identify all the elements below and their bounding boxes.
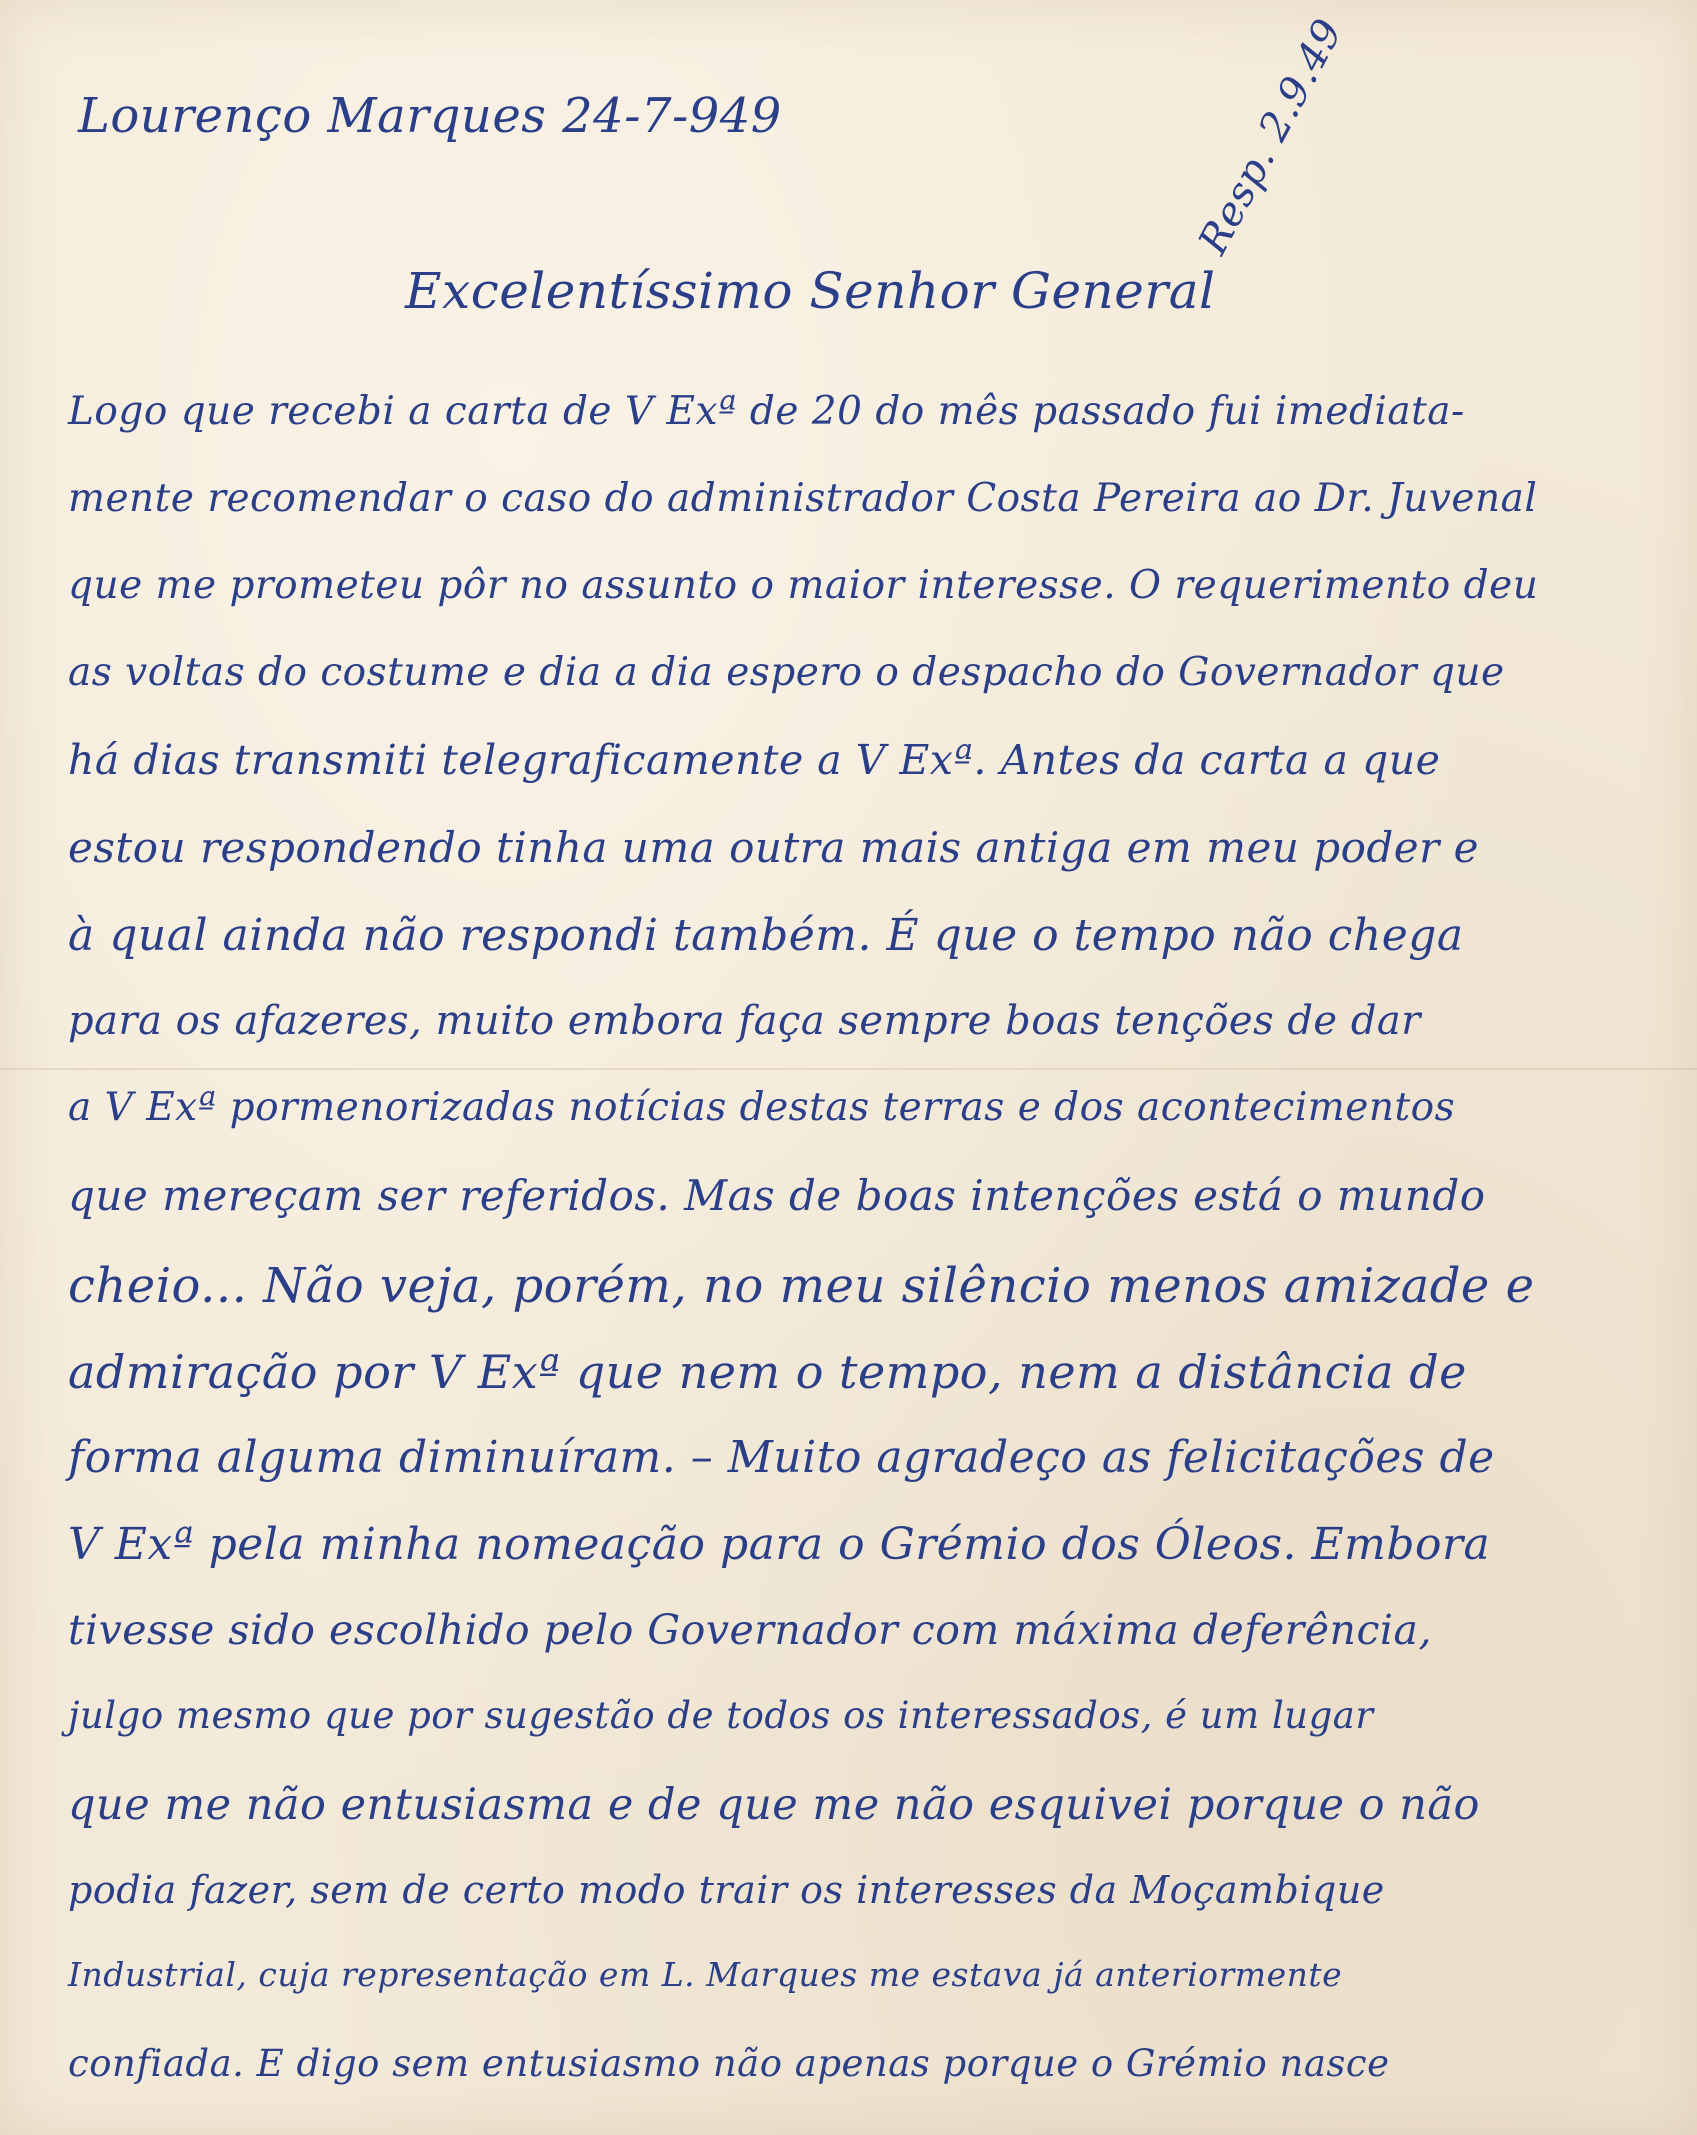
letter-line: cheio... Não veja, porém, no meu silêncio menos amizade e: [68, 1258, 1535, 1314]
letter-line: há dias transmiti telegraficamente a V Exª. Antes da carta a que: [68, 736, 1441, 784]
letter-line: julgo mesmo que por sugestão de todos os interessados, é um lugar: [68, 1694, 1374, 1737]
reply-note: Resp. 2.9.49: [1190, 11, 1353, 262]
letter-line: que me prometeu pôr no assunto o maior interesse. O requerimento deu: [68, 563, 1539, 608]
letter-line: que mereçam ser referidos. Mas de boas intenções está o mundo: [68, 1171, 1486, 1220]
salutation: Excelentíssimo Senhor General: [405, 262, 1216, 320]
letter-line: para os afazeres, muito embora faça sempre boas tenções de dar: [68, 998, 1421, 1044]
letter-line: Logo que recebi a carta de V Exª de 20 do mês passado fui imediata-: [68, 389, 1465, 434]
letter-line: Industrial, cuja representação em L. Marques me estava já anteriormente: [68, 1955, 1343, 1994]
letter-line: admiração por V Exª que nem o tempo, nem a distância de: [68, 1345, 1467, 1399]
letter-line: estou respondendo tinha uma outra mais antiga em meu poder e: [68, 823, 1479, 872]
letter-line: V Exª pela minha nomeação para o Grémio dos Óleos. Embora: [68, 1519, 1491, 1570]
letter-line: mente recomendar o caso do administrador Costa Pereira ao Dr. Juvenal: [68, 476, 1538, 521]
paper-fold: [0, 1068, 1697, 1070]
letter-line: à qual ainda não respondi também. É que o tempo não chega: [68, 910, 1464, 961]
letter-line: a V Exª pormenorizadas notícias destas terras e dos acontecimentos: [68, 1085, 1456, 1130]
letter-line: as voltas do costume e dia a dia espero o despacho do Governador que: [68, 650, 1505, 695]
dateline: Lourenço Marques 24-7-949: [78, 88, 782, 144]
letter-line: forma alguma diminuíram. – Muito agradeço as felicitações de: [68, 1432, 1495, 1483]
letter-line: tivesse sido escolhido pelo Governador com máxima deferência,: [68, 1606, 1433, 1654]
letter-line: podia fazer, sem de certo modo trair os interesses da Moçambique: [68, 1868, 1385, 1912]
letter-line: que me não entusiasma e de que me não esquivei porque o não: [68, 1780, 1480, 1830]
letter-line: confiada. E digo sem entusiasmo não apenas porque o Grémio nasce: [68, 2042, 1390, 2085]
